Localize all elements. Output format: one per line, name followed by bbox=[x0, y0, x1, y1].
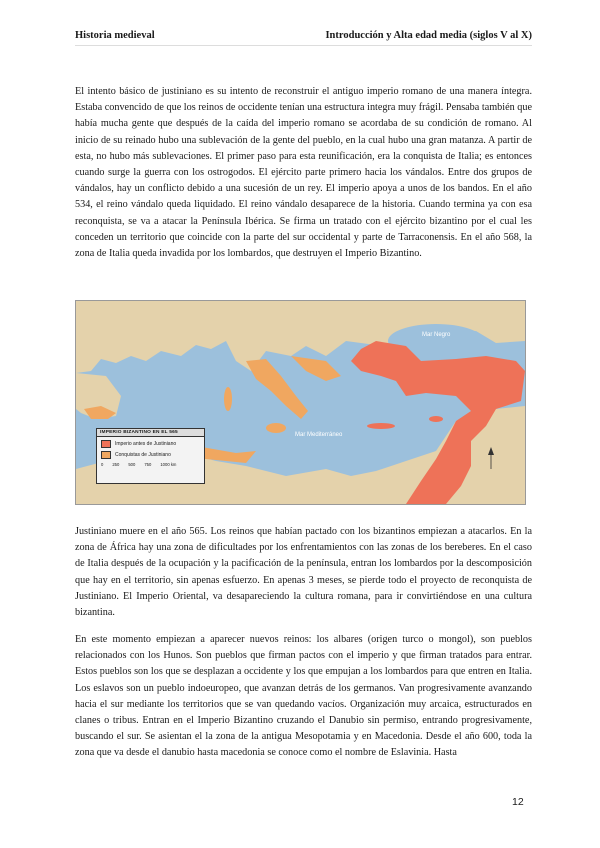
scale-tick: 750 bbox=[144, 462, 152, 467]
legend-title: IMPERIO BIZANTINO EN EL 565 bbox=[97, 429, 204, 437]
map-legend bbox=[96, 428, 205, 484]
scale-tick: 250 bbox=[112, 462, 120, 467]
scale-tick: 0 bbox=[101, 462, 104, 467]
legend-item-conquest bbox=[101, 451, 200, 459]
map-sardinia bbox=[224, 387, 232, 411]
paragraph-nuevos-reinos: En este momento empiezan a aparecer nuevos reinos: los albares (origen turco o mongol), son pueblos relacionados con los Hunos. Son pueblos que firman pactos con el imperio y que firman tratados para entrar. Estos pueblos son los que se desplazan a occidente y los que empujan a los lombardos para que entren en Italia. Los eslavos son un pueblo indoeuropeo, que avanzan detrás de los germanos. Van progresivamente avanzando hacia el sur mediante los territorios que se van quedando vacíos. Organización muy arcaica, estructurados en clanes o tribus. Entran en el Imperio Bizantino cruzando el Danubio sin permiso, entrando progresivamente, buscando el sur. Se asientan el la zona de la antigua Mesopotamia y en Macedonia. Desde el año 600, toda la zona que va desde el danubio hasta macedonia se conoce como el nombre de Eslavinia. Hasta bbox=[75, 634, 532, 759]
legend-label-conquest: Conquistas de Justiniano bbox=[115, 452, 171, 458]
map-crete bbox=[367, 423, 395, 429]
byzantine-empire-map bbox=[75, 300, 526, 505]
legend-swatch-before bbox=[101, 440, 111, 448]
page-header bbox=[75, 30, 532, 46]
map-cyprus bbox=[429, 416, 443, 422]
scale-tick: 1000 km bbox=[160, 462, 177, 467]
legend-swatch-conquest bbox=[101, 451, 111, 459]
header-left-title: Historia medieval bbox=[75, 30, 155, 41]
map-sicily bbox=[266, 423, 286, 433]
paragraph-justiniano-intento: El intento básico de justiniano es su intento de reconstruir el antiguo imperio romano de una manera íntegra. Estaba convencido de que los reinos de occidente tenían una estructura integra muy frágil. Pensaba también que había mucha gente que después de la caída del imperio romano se acordaba de su condición de romano. Al inicio de su reinado hubo una sublevación de la gente del pueblo, en la cual hubo una gran matanza. A partir de esta, no hubo más sublevaciones. El primer paso para esta reunificación, era la conquista de Italia; es entonces cuando surge la guerra con los ostrogodos. El ejército parte primero hacia los vándalos. Entre dos grupos de vándalos, hay un conflicto debido a una sucesión de un rey. El imperio apoya a unos de los bandos. En el año 534, el reino vándalo queda liquidado. El reino vándalo desaparece de la historia. Cuando termina ya con esa reconquista, se va a atacar la Península Ibérica. Se firma un tratado con el ejército bizantino por el cual les conceden un territorio que coincide con la parte del sur occidental y parte de Tarraconensis. En el año 568, la zona de Italia queda invadida por los lombardos, que destruyen el Imperio Bizantino. bbox=[75, 86, 532, 260]
paragraph-muerte-justiniano: Justiniano muere en el año 565. Los reinos que habían pactado con los bizantinos empiezan a atacarlos. En la zona de África hay una zona de dificultades por los enfrentamientos con las zonas de los bereberes. En el caso de Italia después de la ocupación y la pacificación de la península, entran los lombardos por la descomposición que hay en el territorio, sin apenas esfuerzo. En apenas 3 meses, se pierde todo el proyecto de reconquista de Justiniano. El Imperio Oriental, va desapareciendo la cultura romana, para ir convirtiéndose en una cultura bizantina. bbox=[75, 526, 532, 619]
map-scale bbox=[101, 462, 200, 467]
label-mediterranean: Mar Mediterráneo bbox=[295, 432, 343, 438]
page-number: 12 bbox=[512, 796, 524, 808]
header-right-title: Introducción y Alta edad media (siglos V al X) bbox=[325, 30, 532, 41]
label-black-sea: Mar Negro bbox=[422, 332, 451, 338]
scale-tick: 500 bbox=[128, 462, 136, 467]
legend-item-before bbox=[101, 440, 200, 448]
legend-label-before: Imperio antes de Justiniano bbox=[115, 441, 177, 447]
